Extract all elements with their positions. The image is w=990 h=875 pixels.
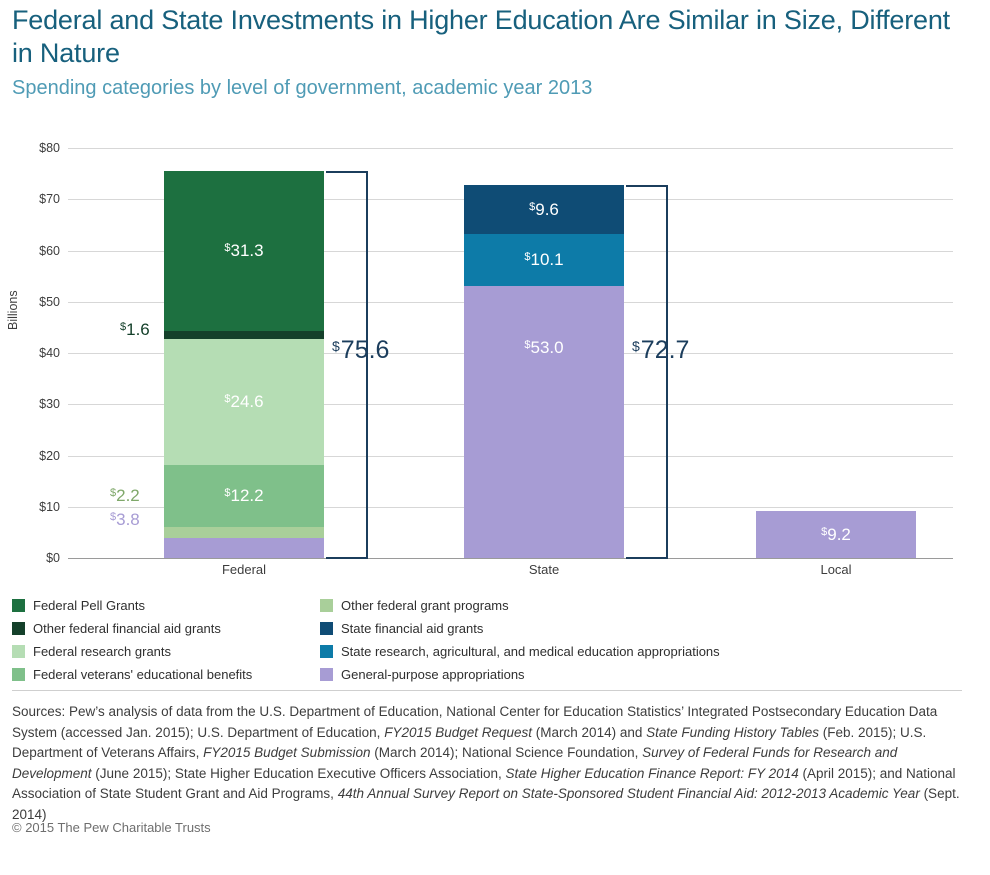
sources-text-5: (June 2015); State Higher Education Executive Officers Association, — [91, 765, 506, 781]
y-tick-60: $60 — [39, 244, 60, 258]
sources-note — [12, 702, 967, 825]
plot-area — [39, 141, 953, 577]
legend-label: General-purpose appropriations — [341, 667, 525, 682]
legend-swatch-icon — [12, 645, 25, 658]
legend-item-other-federal-grants[interactable] — [320, 594, 960, 617]
y-tick-10: $10 — [39, 500, 60, 514]
segment-federal-pell-grants[interactable] — [164, 171, 324, 331]
sources-text-6: (April 2015); and National Association of State Student Grant and Aid Programs, — [12, 765, 956, 801]
total-label-state: $72.7 — [632, 336, 690, 364]
sources-text-2: (March 2014) and — [532, 724, 647, 740]
y-tick-0: $0 — [46, 551, 60, 565]
legend-item-other-federal-aid[interactable] — [12, 617, 332, 640]
legend-item-veterans-benefits[interactable] — [12, 663, 332, 686]
legend-label: Other federal grant programs — [341, 598, 509, 613]
sources-italic-6: 44th Annual Survey Report on State-Sponsored Student Financial Aid: 2012-2013 Academic Year — [337, 786, 920, 801]
segment-federal-veterans-benefits[interactable] — [164, 465, 324, 527]
y-axis-label: Billions — [6, 290, 20, 330]
value-label-state-aid: $9.6 — [529, 199, 559, 219]
segment-federal-other-aid-grants[interactable] — [164, 331, 324, 339]
sources-italic-2: State Funding History Tables — [646, 724, 819, 740]
value-label-state-research: $10.1 — [524, 250, 564, 269]
bar-state[interactable] — [464, 185, 624, 558]
legend-column-right — [320, 594, 960, 686]
legend-swatch-icon — [12, 668, 25, 681]
value-label-federal-pell: $31.3 — [224, 241, 264, 260]
legend-swatch-icon — [320, 622, 333, 635]
legend-label: State research, agricultural, and medical education appropriations — [341, 644, 720, 659]
legend-swatch-icon — [12, 622, 25, 635]
page-subtitle: Spending categories by level of government, academic year 2013 — [12, 77, 593, 99]
page-title: Federal and State Investments in Higher Education Are Similar in Size, Different in Nature — [12, 5, 950, 68]
legend-swatch-icon — [320, 599, 333, 612]
y-tick-40: $40 — [39, 346, 60, 360]
total-bracket-federal — [326, 171, 368, 559]
segment-state-general-purpose[interactable] — [464, 286, 624, 558]
segment-state-research-appropriations[interactable] — [464, 234, 624, 286]
sources-text-3: (Feb. 2015); U.S. Department of Veterans Affairs, — [12, 724, 927, 760]
bar-local[interactable] — [756, 511, 916, 558]
value-label-federal-veterans: $12.2 — [224, 486, 264, 505]
sources-italic-5: State Higher Education Finance Report: FY 2014 — [505, 765, 799, 781]
legend-item-state-financial-aid[interactable] — [320, 617, 960, 640]
legend-swatch-icon — [320, 645, 333, 658]
bar-federal[interactable] — [164, 171, 324, 558]
legend-column-left — [12, 594, 332, 686]
value-label-federal-general-purpose: $3.8 — [110, 510, 140, 529]
legend-item-state-research[interactable] — [320, 640, 960, 663]
y-tick-20: $20 — [39, 449, 60, 463]
legend-label: Federal veterans' educational benefits — [33, 667, 253, 682]
value-label-federal-other-aid: $1.6 — [120, 320, 150, 339]
legend-label: State financial aid grants — [341, 621, 484, 636]
sources-text-4: (March 2014); National Science Foundation, — [370, 745, 643, 760]
segment-federal-other-grant-programs[interactable] — [164, 527, 324, 538]
footer-divider — [12, 690, 962, 691]
total-bracket-state — [626, 185, 668, 559]
segment-local-general-purpose[interactable] — [756, 511, 916, 558]
y-tick-70: $70 — [39, 192, 60, 206]
value-label-state-general-purpose: $53.0 — [524, 338, 564, 357]
sources-italic-4: Survey of Federal Funds for Research and Development — [12, 745, 898, 781]
y-tick-50: $50 — [39, 295, 60, 309]
legend-item-general-purpose[interactable] — [320, 663, 960, 686]
segment-state-financial-aid[interactable] — [464, 185, 624, 234]
legend-item-pell-grants[interactable] — [12, 594, 332, 617]
copyright-text: © 2015 The Pew Charitable Trusts — [12, 820, 211, 835]
value-label-federal-other-grants: $2.2 — [110, 486, 140, 505]
legend-item-federal-research[interactable] — [12, 640, 332, 663]
value-label-federal-research: $24.6 — [224, 392, 264, 411]
sources-text-7: (Sept. 2014) — [12, 786, 960, 822]
legend-label: Other federal financial aid grants — [33, 621, 221, 636]
x-tick-state: State — [528, 562, 560, 577]
x-tick-federal: Federal — [221, 562, 267, 577]
legend-label: Federal Pell Grants — [33, 598, 145, 613]
value-label-local-general-purpose: $9.2 — [821, 524, 851, 544]
legend-swatch-icon — [12, 599, 25, 612]
sources-italic-3: FY2015 Budget Submission — [203, 745, 371, 760]
legend-label: Federal research grants — [33, 644, 172, 659]
segment-federal-research-grants[interactable] — [164, 339, 324, 465]
segment-federal-general-purpose[interactable] — [164, 538, 324, 558]
y-tick-80: $80 — [39, 141, 60, 155]
total-label-federal: $75.6 — [332, 336, 390, 364]
x-tick-local: Local — [820, 562, 852, 577]
legend-swatch-icon — [320, 668, 333, 681]
gridline-0 — [68, 558, 953, 559]
sources-italic-1: FY2015 Budget Request — [384, 724, 533, 740]
sources-text-1: Sources: Pew’s analysis of data from the U.S. Department of Education, National Center for Education Statistics’ Integrated Postsecondary Education Data System (accessed Jan. 2015); U.S. Department of Education, — [12, 704, 938, 740]
y-tick-30: $30 — [39, 397, 60, 411]
gridline-80 — [68, 148, 953, 149]
